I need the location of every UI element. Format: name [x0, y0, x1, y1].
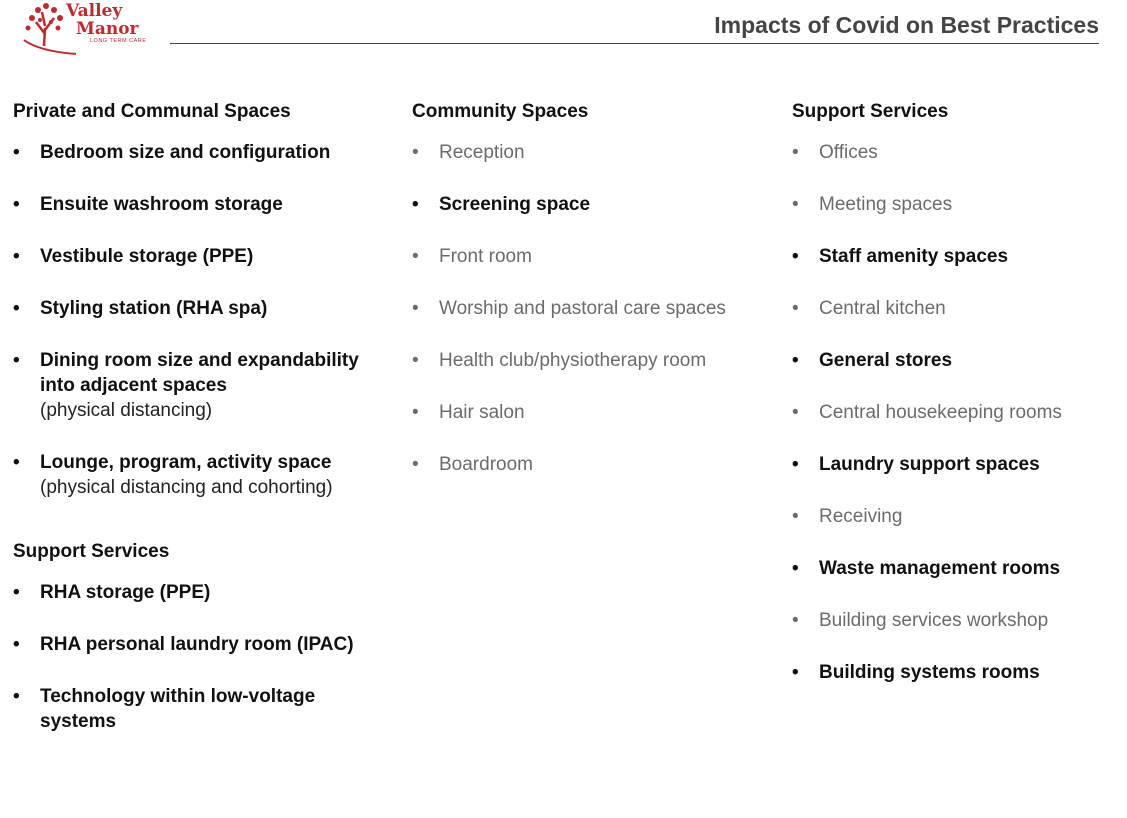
page-title: Impacts of Covid on Best Practices [714, 12, 1099, 38]
list-item [792, 556, 1122, 581]
list-item [792, 660, 1122, 685]
item-text: Vestibule storage (PPE) [40, 246, 254, 267]
bullet-icon: • [412, 402, 419, 423]
list-item [412, 348, 782, 373]
bullet-icon: • [13, 350, 20, 371]
list-item [792, 504, 1122, 529]
section-heading: Private and Communal Spaces [13, 101, 291, 122]
list-item [792, 452, 1122, 477]
bullet-icon: • [13, 298, 20, 319]
item-text: Waste management rooms [819, 558, 1061, 579]
item-text: Staff amenity spaces [819, 246, 1009, 267]
list-item [13, 450, 393, 500]
section-heading: Community Spaces [412, 101, 589, 122]
item-text: Technology within low-voltage systems [40, 686, 316, 732]
list-item [412, 140, 782, 165]
item-text: Reception [439, 142, 525, 163]
bullet-icon: • [792, 194, 799, 215]
item-text: RHA storage (PPE) [40, 582, 211, 603]
item-text: General stores [819, 350, 953, 371]
list-item [792, 192, 1122, 217]
bullet-icon: • [792, 246, 799, 267]
bullet-list [792, 140, 1122, 685]
item-text: Boardroom [439, 454, 533, 475]
item-text: Bedroom size and configuration [40, 142, 331, 163]
list-item [792, 400, 1122, 425]
bullet-icon: • [13, 142, 20, 163]
bullet-icon: • [13, 194, 20, 215]
list-item [792, 244, 1122, 269]
item-text: Receiving [819, 506, 903, 527]
item-text: Central kitchen [819, 298, 946, 319]
bullet-icon: • [13, 634, 20, 655]
bullet-icon: • [412, 194, 419, 215]
list-item [792, 296, 1122, 321]
item-text: Laundry support spaces [819, 454, 1040, 475]
item-text: Front room [439, 246, 532, 267]
bullet-icon: • [412, 350, 419, 371]
item-text: Building systems rooms [819, 662, 1040, 683]
list-item [13, 348, 370, 423]
section-heading: Support Services [13, 541, 170, 562]
bullet-icon: • [13, 686, 20, 707]
item-subtext: (physical distancing and cohorting) [40, 477, 333, 498]
list-item [412, 296, 782, 321]
list-item [412, 192, 782, 217]
bullet-list [13, 580, 393, 734]
list-item [13, 684, 340, 734]
bullet-icon: • [792, 350, 799, 371]
logo-tagline: LONG TERM CARE [90, 38, 147, 44]
bullet-icon: • [792, 662, 799, 683]
item-text: Screening space [439, 194, 591, 215]
column-community-spaces [412, 100, 782, 504]
logo-wordmark [66, 2, 139, 38]
bullet-icon: • [13, 582, 20, 603]
list-item [13, 632, 393, 657]
bullet-icon: • [792, 454, 799, 475]
item-text: Lounge, program, activity space [40, 452, 332, 473]
bullet-list [13, 140, 393, 500]
list-item [792, 140, 1122, 165]
item-text: Offices [819, 142, 878, 163]
list-item [13, 192, 393, 217]
item-text: Meeting spaces [819, 194, 953, 215]
title-divider [170, 43, 1099, 44]
list-item [13, 140, 393, 165]
list-item [13, 580, 393, 605]
bullet-icon: • [792, 610, 799, 631]
valley-manor-logo [18, 0, 158, 56]
item-text: Styling station (RHA spa) [40, 298, 268, 319]
item-text: Worship and pastoral care spaces [439, 298, 726, 319]
list-item [13, 244, 393, 269]
bullet-icon: • [792, 506, 799, 527]
section-heading: Support Services [792, 101, 949, 122]
logo-line-1: Valley [66, 1, 123, 21]
column-support-services [792, 100, 1122, 712]
item-text: RHA personal laundry room (IPAC) [40, 634, 354, 655]
item-text: Building services workshop [819, 610, 1049, 631]
item-text: Hair salon [439, 402, 525, 423]
bullet-icon: • [13, 246, 20, 267]
bullet-icon: • [412, 298, 419, 319]
bullet-icon: • [792, 402, 799, 423]
list-item [412, 244, 782, 269]
bullet-icon: • [792, 142, 799, 163]
list-item [792, 348, 1122, 373]
item-text: Health club/physiotherapy room [439, 350, 707, 371]
bullet-icon: • [792, 558, 799, 579]
bullet-icon: • [412, 246, 419, 267]
list-item [13, 296, 393, 321]
list-item [412, 452, 782, 477]
bullet-icon: • [792, 298, 799, 319]
item-text: Central housekeeping rooms [819, 402, 1062, 423]
bullet-icon: • [13, 452, 20, 473]
bullet-list [412, 140, 782, 477]
item-text: Ensuite washroom storage [40, 194, 283, 215]
bullet-icon: • [412, 454, 419, 475]
item-subtext: (physical distancing) [40, 400, 213, 421]
list-item [412, 400, 782, 425]
list-item [792, 608, 1122, 633]
item-text: Dining room size and expandability into adjacent spaces [40, 350, 359, 396]
logo-line-2: Manor [76, 19, 139, 39]
column-private-communal [13, 100, 393, 761]
bullet-icon: • [412, 142, 419, 163]
